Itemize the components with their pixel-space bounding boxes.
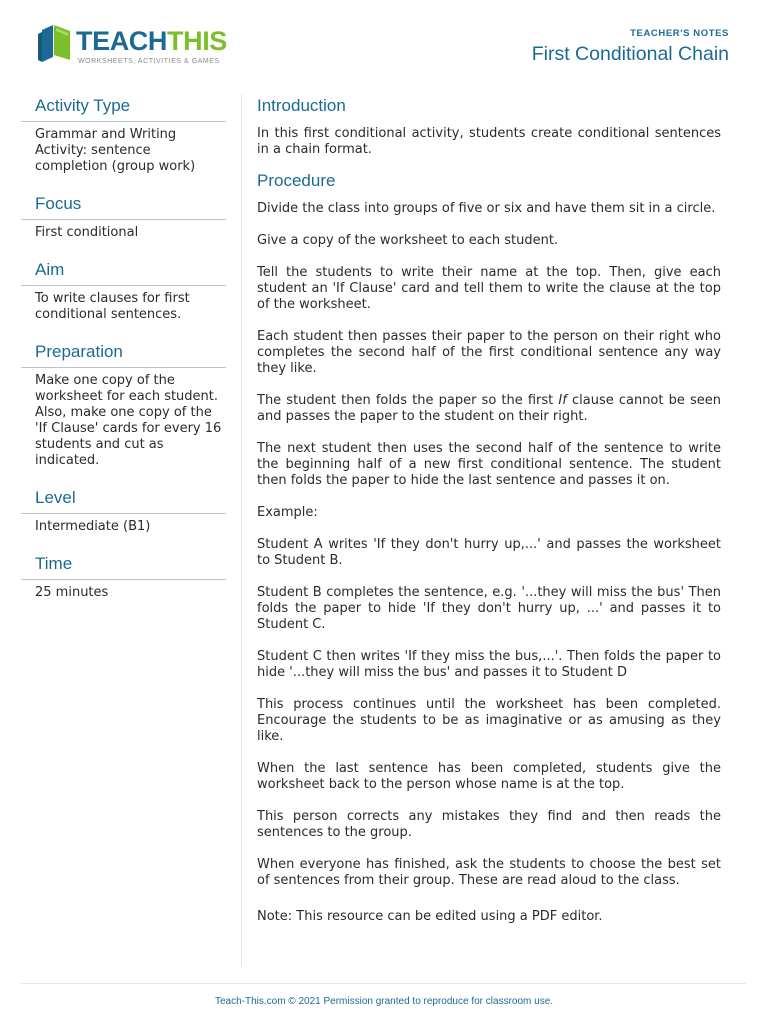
procedure-paragraph: Each student then passes their paper to the person on their right who completes the second half of the first conditional sentence any way they like. (257, 329, 721, 376)
document-title: First Conditional Chain (531, 43, 729, 65)
procedure-paragraph: When the last sentence has been completed, students give the worksheet back to the person whose name is at the top. (257, 761, 721, 792)
procedure-paragraph: The next student then uses the second half of the sentence to write the beginning half of a new first conditional sentence. The student then folds the paper to hide the last sentence and passes it on. (257, 441, 721, 488)
editing-note: Note: This resource can be edited using a PDF editor. (257, 909, 603, 924)
sidebar-heading: Aim (21, 256, 226, 286)
procedure-paragraph: Divide the class into groups of five or six and have them sit in a circle. (257, 201, 716, 216)
procedure-paragraph: When everyone has finished, ask the students to choose the best set of sentences from their group. These are read aloud to the class. (257, 857, 721, 888)
logo-teach-text: TEACH (76, 26, 167, 56)
sidebar-section (21, 550, 226, 601)
sidebar-heading: Time (21, 550, 226, 580)
sidebar-body: To write clauses for first conditional sentences. (35, 291, 190, 322)
procedure-paragraph: Student A writes 'If they don't hurry up,...' and passes the worksheet to Student B. (257, 537, 721, 568)
sidebar-body: First conditional (35, 225, 139, 240)
procedure-paragraph: Give a copy of the worksheet to each student. (257, 233, 559, 248)
sidebar-body: Grammar and Writing Activity: sentence completion (group work) (35, 127, 196, 174)
logo-this-text: THIS (167, 26, 227, 56)
teachers-notes-label: TEACHER'S NOTES (630, 28, 729, 39)
sidebar (21, 92, 226, 616)
procedure-paragraph: Example: (257, 505, 318, 520)
logo-tagline: WORKSHEETS, ACTIVITIES & GAMES (78, 58, 220, 65)
page-header (0, 0, 768, 84)
sidebar-section (21, 484, 226, 535)
introduction-heading: Introduction (257, 96, 346, 115)
procedure-paragraph: Student C then writes 'If they miss the bus,...'. Then folds the paper to hide '...they will miss the bus' and passes it to Student D (257, 649, 721, 680)
sidebar-body: Intermediate (B1) (35, 519, 151, 534)
introduction-text: In this first conditional activity, students create conditional sentences in a chain format. (257, 126, 721, 157)
sidebar-section (21, 256, 226, 323)
column-divider (241, 94, 242, 966)
sidebar-heading: Focus (21, 190, 226, 220)
procedure-heading: Procedure (257, 171, 336, 190)
procedure-paragraph (257, 393, 721, 425)
sidebar-body: 25 minutes (35, 585, 109, 600)
sidebar-body: Make one copy of the worksheet for each student. Also, make one copy of the 'If Clause' cards for every 16 students and cut as indicated. (35, 373, 222, 468)
footer-copyright: Teach-This.com © 2021 Permission granted to reproduce for classroom use. (214, 996, 554, 1007)
footer-divider (21, 983, 746, 984)
sidebar-section (21, 338, 226, 469)
procedure-list (257, 201, 721, 889)
italic-if-word: If (558, 393, 567, 408)
procedure-paragraph: This person corrects any mistakes they find and then reads the sentences to the group. (257, 809, 721, 840)
book-icon (36, 22, 74, 64)
procedure-paragraph: This process continues until the worksheet has been completed. Encourage the students to be as imaginative or as amusing as they like. (257, 697, 721, 744)
sidebar-heading: Activity Type (21, 92, 226, 122)
sidebar-section (21, 190, 226, 241)
sidebar-section (21, 92, 226, 175)
paragraph-text: The student then folds the paper so the first (257, 393, 559, 408)
sidebar-heading: Preparation (21, 338, 226, 368)
procedure-paragraph: Tell the students to write their name at the top. Then, give each student an 'If Clause' card and tell them to write the clause at the top of the worksheet. (257, 265, 721, 312)
main-content (257, 95, 721, 925)
paragraph-text: clause cannot be seen and passes the paper to the student on their right. (257, 393, 722, 424)
procedure-paragraph: Student B completes the sentence, e.g. '...they will miss the bus' Then folds the paper to hide 'If they don't hurry up, ...' and passes it to Student C. (257, 585, 721, 632)
sidebar-heading: Level (21, 484, 226, 514)
teach-this-logo (36, 22, 236, 70)
